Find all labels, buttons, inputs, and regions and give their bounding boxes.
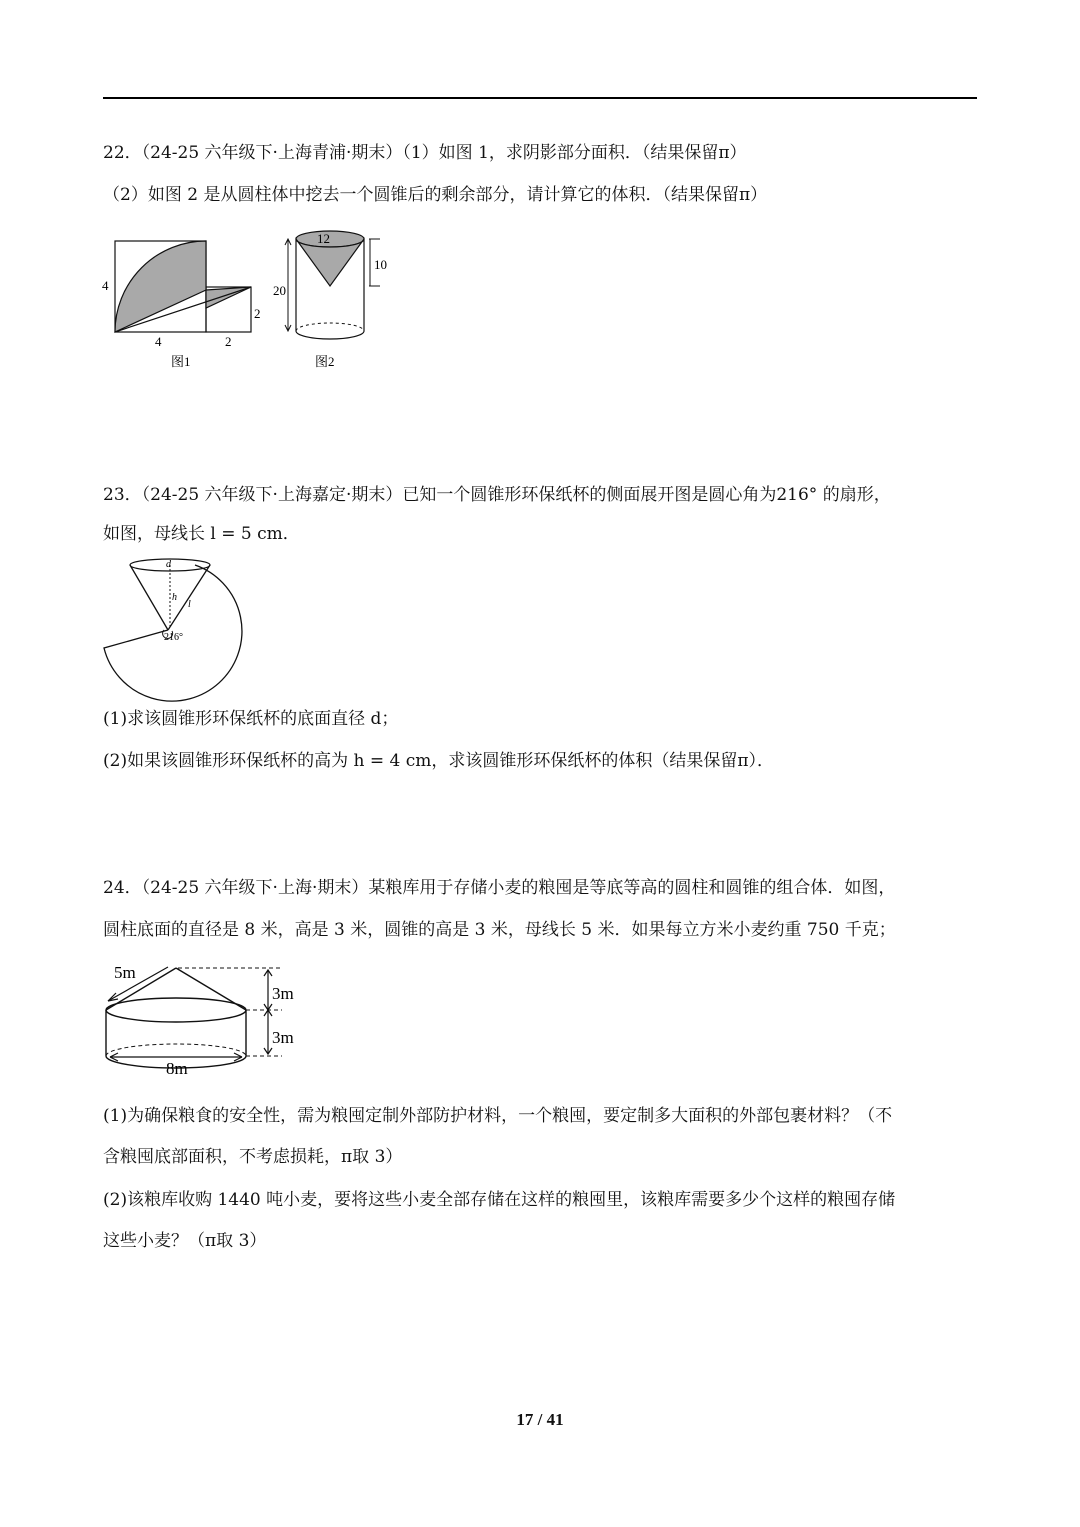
q24-line1: 24．（24-25 六年级下·上海·期末）某粮库用于存储小麦的粮囤是等底等高的圆柱和圆锥的组合体．如图， (103, 878, 896, 898)
q22-figure2 (270, 225, 400, 375)
q24-part2-line2: 这些小麦？（π取 3） (103, 1231, 267, 1251)
q22-line1: 22．（24-25 六年级下·上海青浦·期末）（1）如图 1，求阴影部分面积．（结果保留π） (103, 143, 747, 163)
fig2-label-height: 20 (273, 283, 286, 298)
header-rule (103, 97, 977, 99)
fig2-caption: 图2 (315, 354, 335, 369)
q24-part2-line1: (2)该粮库收购 1440 吨小麦，要将这些小麦全部存储在这样的粮囤里，该粮库需要多少个这样的粮囤存储 (103, 1190, 896, 1210)
q23-label-d: d (166, 559, 171, 570)
q23-label-angle: 216° (164, 632, 183, 643)
q23-label-h: h (172, 592, 177, 603)
q24-label-cone-height: 3m (272, 984, 294, 1003)
q23-part1: (1)求该圆锥形环保纸杯的底面直径 d； (103, 709, 399, 729)
q24-part1-line2: 含粮囤底部面积，不考虑损耗，π取 3） (103, 1147, 403, 1167)
q24-line2: 圆柱底面的直径是 8 米，高是 3 米，圆锥的高是 3 米，母线长 5 米．如果每立方米小麦约重 750 千克； (103, 920, 896, 940)
fig1-label-bottom-right: 2 (225, 334, 232, 349)
q24-figure (100, 958, 310, 1078)
q23-line1: 23．（24-25 六年级下·上海嘉定·期末）已知一个圆锥形环保纸杯的侧面展开图是圆心角为216° 的扇形， (103, 485, 891, 505)
q24-part1-line1: (1)为确保粮食的安全性，需为粮囤定制外部防护材料，一个粮囤，要定制多大面积的外部包裹材料？（不 (103, 1106, 893, 1126)
fig1-label-right: 2 (254, 306, 261, 321)
q24-label-slant: 5m (114, 963, 136, 982)
fig1-label-left: 4 (102, 278, 109, 293)
q23-label-l: l (188, 599, 191, 610)
fig2-label-top: 12 (317, 231, 330, 246)
fig2-label-cone-height: 10 (374, 257, 387, 272)
q22-line2: （2）如图 2 是从圆柱体中挖去一个圆锥后的剩余部分，请计算它的体积．（结果保留π） (103, 185, 768, 205)
q22-figure1 (96, 235, 266, 375)
page-number: 17 / 41 (516, 1410, 564, 1429)
fig1-caption: 图1 (171, 354, 191, 369)
q23-part2: (2)如果该圆锥形环保纸杯的高为 h = 4 cm，求该圆锥形环保纸杯的体积（结果保留π）． (103, 751, 775, 771)
q23-figure (100, 552, 250, 702)
fig1-label-bottom-left: 4 (155, 334, 162, 349)
q24-label-diameter: 8m (166, 1059, 188, 1078)
q23-line2: 如图，母线长 l = 5 cm． (103, 524, 300, 544)
q24-label-cylinder-height: 3m (272, 1028, 294, 1047)
